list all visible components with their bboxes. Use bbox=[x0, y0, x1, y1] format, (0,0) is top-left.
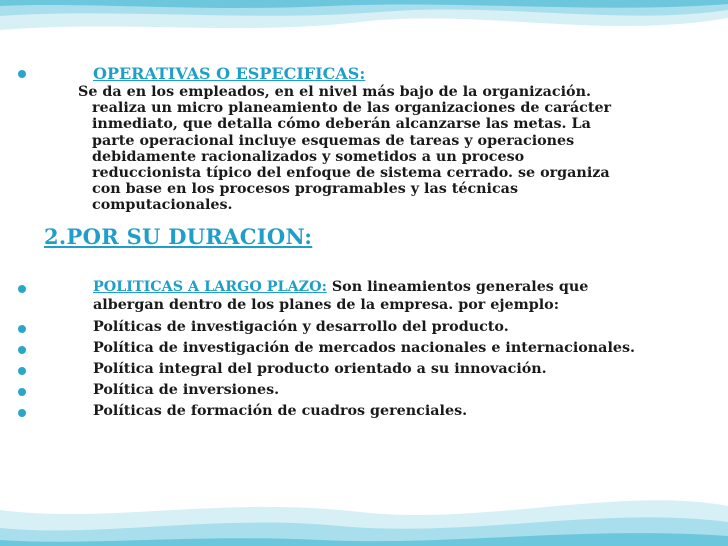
largo-plazo-item bbox=[93, 279, 588, 295]
example-item: Política de investigación de mercados nacionales e internacionales. bbox=[93, 340, 636, 356]
bullet-dot bbox=[18, 70, 26, 78]
example-item: Políticas de investigación y desarrollo del producto. bbox=[93, 319, 509, 335]
operativas-paragraph bbox=[78, 84, 678, 214]
paragraph-line: reduccionista típico del enfoque de sistema cerrado. se organiza bbox=[92, 165, 610, 182]
paragraph-line: con base en los procesos programables y las técnicas bbox=[92, 181, 518, 198]
paragraph-line: realiza un micro planeamiento de las organizaciones de carácter bbox=[92, 100, 612, 117]
largo-plazo-colon: : bbox=[321, 279, 327, 295]
largo-plazo-text-line2: albergan dentro de los planes de la empresa. por ejemplo: bbox=[93, 297, 559, 313]
paragraph-line: debidamente racionalizados y sometidos a un proceso bbox=[92, 148, 525, 165]
bullet-dot bbox=[18, 409, 26, 417]
bullet-dot bbox=[18, 285, 26, 293]
heading-duracion: 2.POR SU DURACION: bbox=[44, 224, 313, 249]
bullet-dot bbox=[18, 367, 26, 375]
bullet-dot bbox=[18, 325, 26, 333]
heading-operativas: OPERATIVAS O ESPECIFICAS: bbox=[93, 64, 366, 83]
bullet-dot bbox=[18, 388, 26, 396]
largo-plazo-text: Son lineamientos generales que bbox=[326, 279, 589, 295]
example-item: Políticas de formación de cuadros gerenciales. bbox=[93, 403, 468, 419]
paragraph-line: inmediato, que detalla cómo deberán alcanzarse las metas. La bbox=[92, 116, 591, 133]
bullet-dot bbox=[18, 346, 26, 354]
largo-plazo-keyword: POLITICAS A LARGO PLAZO bbox=[93, 279, 322, 295]
example-item: Política de inversiones. bbox=[93, 382, 280, 398]
paragraph-line: computacionales. bbox=[92, 197, 233, 214]
paragraph-line: Se da en los empleados, en el nivel más bajo de la organización. bbox=[78, 84, 591, 100]
paragraph-line: parte operacional incluye esquemas de tareas y operaciones bbox=[92, 132, 575, 149]
example-item: Política integral del producto orientado a su innovación. bbox=[93, 361, 547, 377]
